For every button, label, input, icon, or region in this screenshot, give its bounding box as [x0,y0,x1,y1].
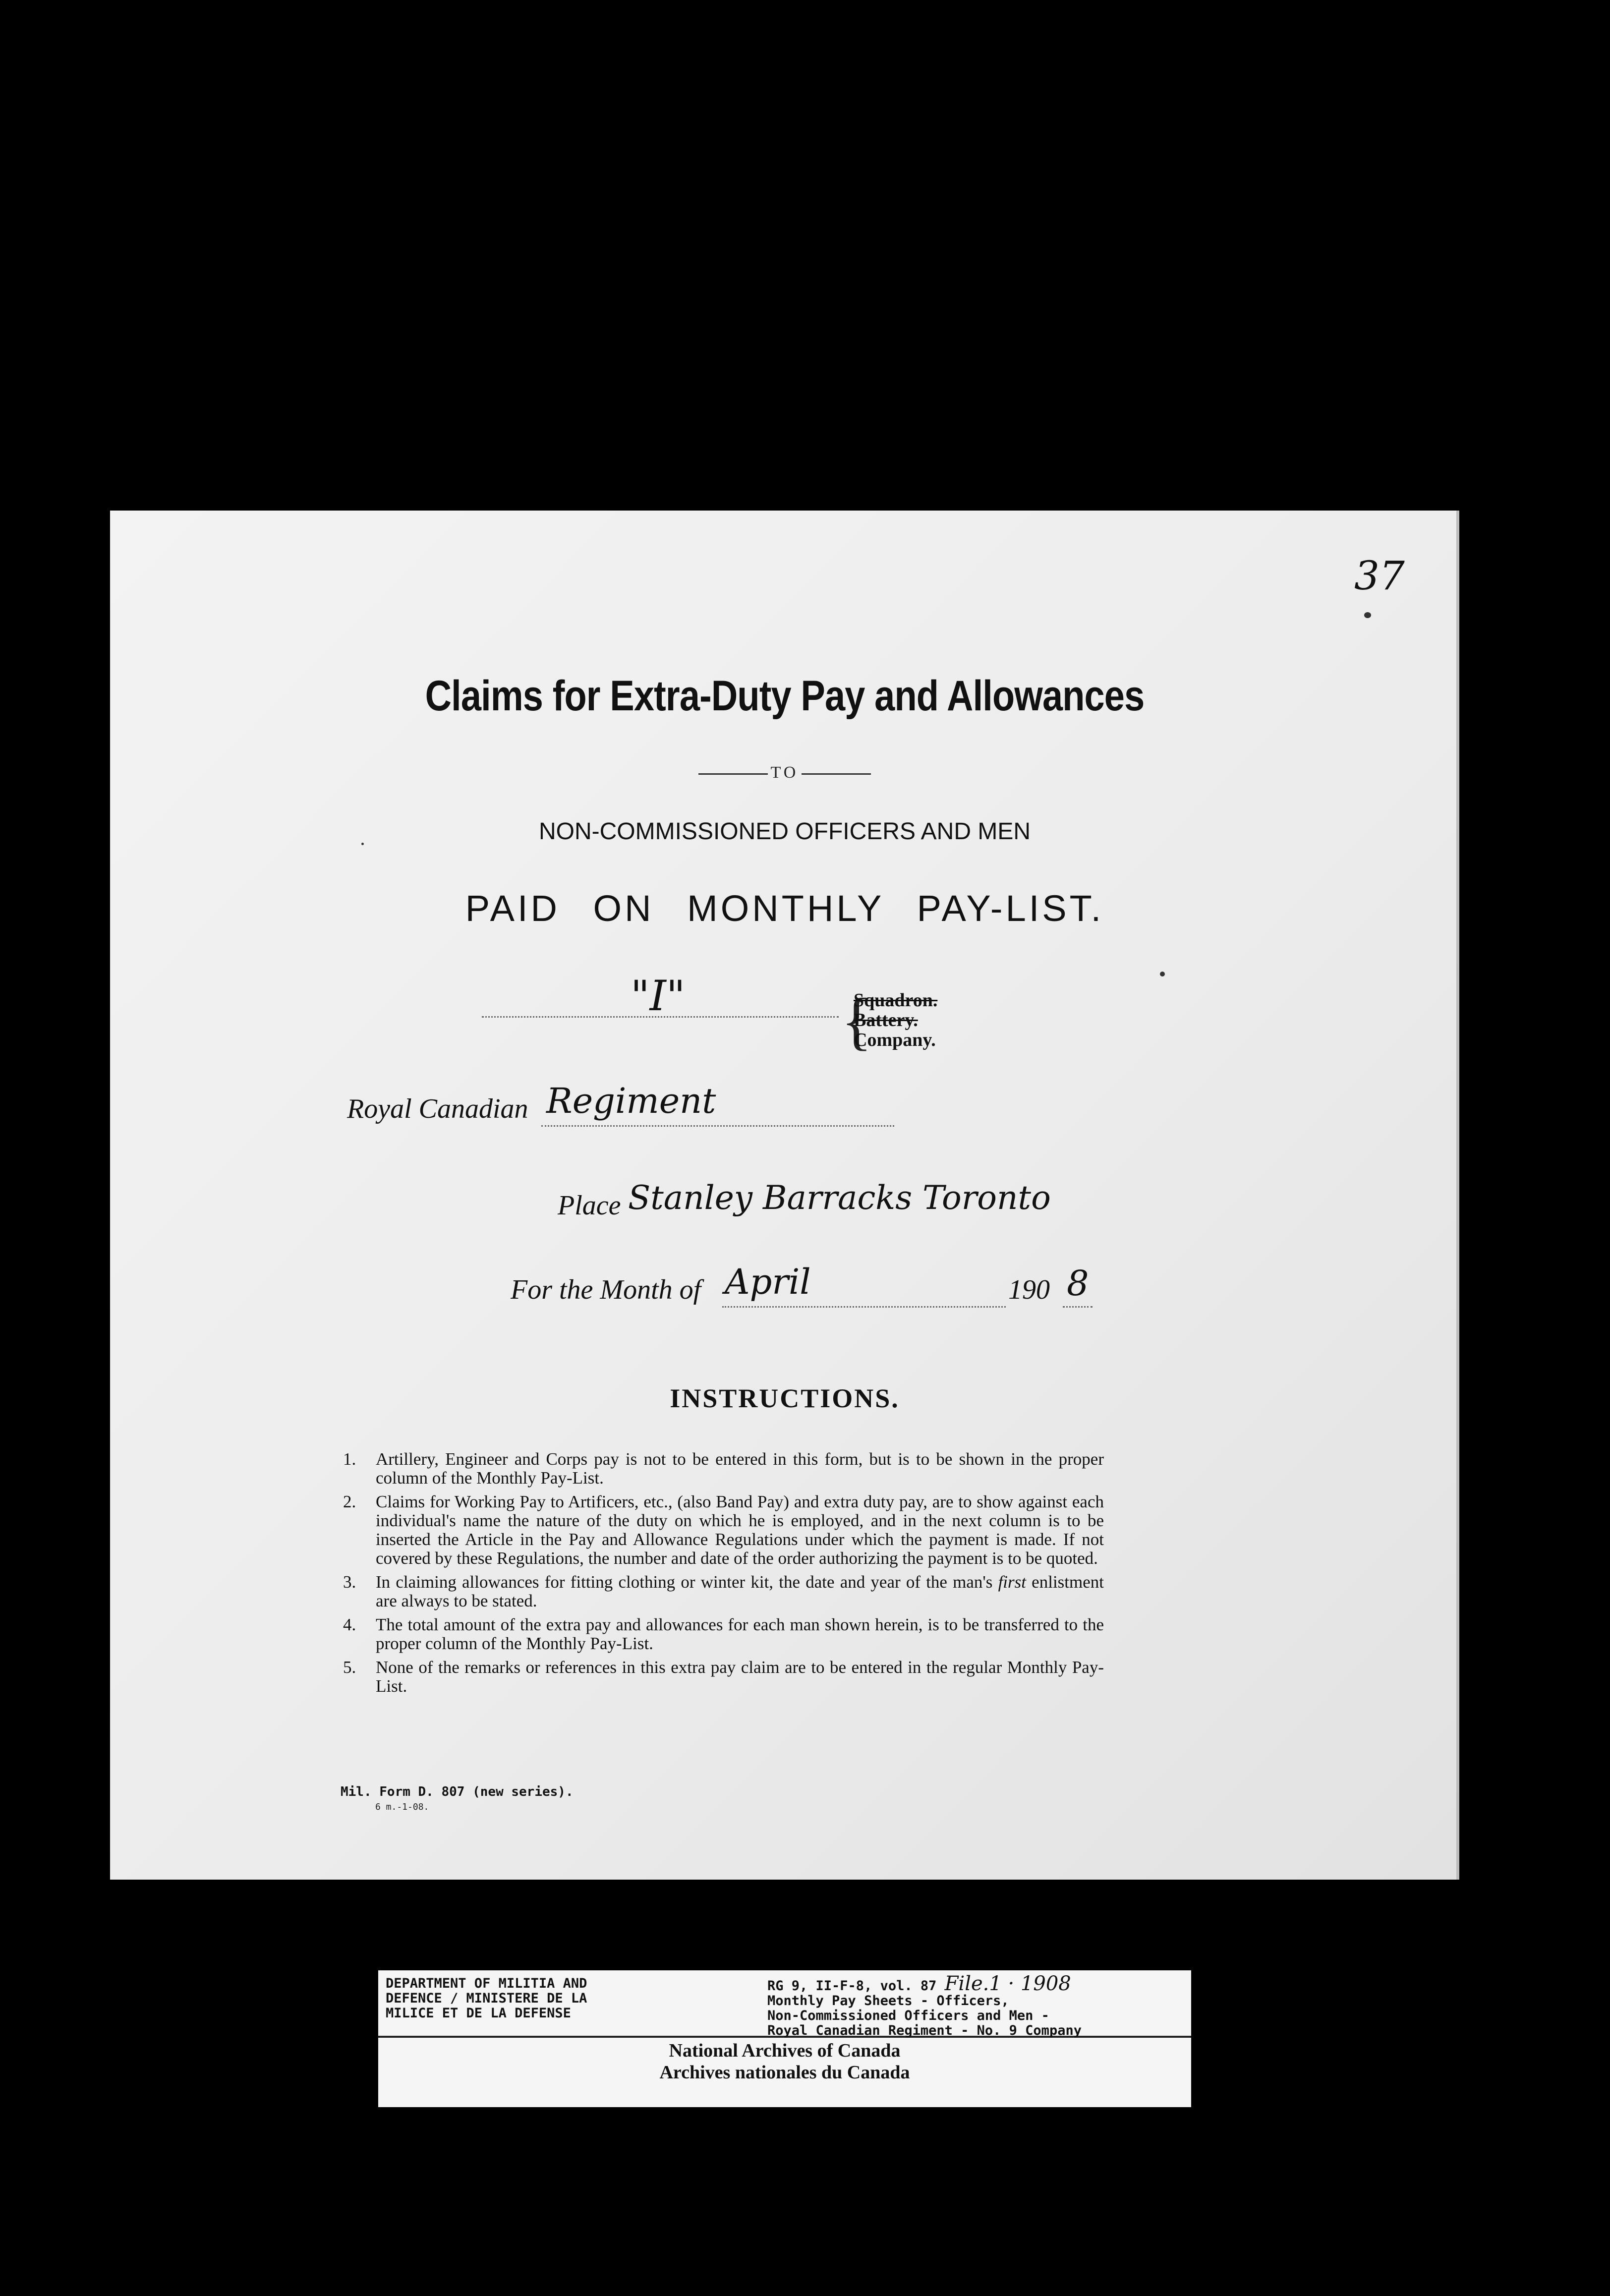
regiment-label: Royal Canadian [347,1093,528,1124]
instruction-item: 2. Claims for Working Pay to Artificers, etc., (also Band Pay) and extra duty pay, are to show against each individual's name the nature of the duty on which he is employed, and in the next column is to be inserted the Article in the Pay and Allowance Regulations under which the payment is made. If not covered by these Regulations, the number and date of the order authorizing the payment is to be quoted. [343,1492,1104,1568]
instruction-item: 3. In claiming allowances for fitting clothing or winter kit, the date and year of the man's first enlistment are always to be stated. [343,1572,1104,1610]
page-number: 37 [1354,553,1405,599]
ink-speck [1364,612,1371,618]
to-divider [110,763,1459,782]
unit-option-battery: Battery. [854,1010,918,1031]
unit-options [854,990,937,1050]
unit-brace: { [841,985,872,1057]
form-title: Claims for Extra-Duty Pay and Allowances [425,672,1145,720]
archives-en: National Archives of Canada [669,2040,901,2061]
unit-option-squadron: Squadron. [854,990,938,1011]
month-dotted-line [722,1306,1006,1308]
instruction-item: 4. The total amount of the extra pay and allowances for each man shown herein, is to be transferred to the proper column of the Monthly Pay-List. [343,1615,1104,1653]
instructions-list [343,1450,1104,1701]
reference-prefix: RG 9, II-F-8, vol. 87 [767,1978,937,1994]
ink-speck [361,843,364,845]
month-label: For the Month of [511,1274,701,1305]
place-value: Stanley Barracks Toronto [628,1179,1051,1217]
year-printed: 190 [1008,1274,1050,1305]
regiment-value: Regiment [546,1081,716,1121]
regiment-dotted-line [541,1125,894,1127]
ink-speck [1160,972,1165,976]
place-label: Place [558,1190,621,1221]
divider-rule-left [698,773,768,775]
to-label: TO [770,763,799,782]
archive-label-top [378,1970,1191,2038]
archives-name [378,2040,1191,2083]
form-print-code: 6 m.-1-08. [375,1802,429,1812]
archive-label [378,1970,1191,2107]
month-value: April [725,1262,811,1302]
unit-value: "I" [631,972,686,1020]
department-text: DEPARTMENT OF MILITIA AND DEFENCE / MINISTERE DE LA MILICE ET DE LA DEFENSE [386,1976,587,2021]
instruction-item: 1. Artillery, Engineer and Corps pay is not to be entered in this form, but is to be shown in the proper column of the Monthly Pay-List. [343,1449,1104,1488]
form-number: Mil. Form D. 807 (new series). [341,1784,574,1799]
year-handwritten: 8 [1067,1263,1089,1304]
reference-file-note: File.1 · 1908 [944,1972,1071,1995]
unit-option-company: Company. [854,1030,936,1050]
year-dotted-line [1063,1306,1092,1308]
form-subtitle: NON-COMMISSIONED OFFICERS AND MEN [538,818,1031,845]
form-sheet [110,511,1459,1880]
paid-line: PAID ON MONTHLY PAY-LIST. [465,888,1104,929]
instructions-heading: INSTRUCTIONS. [670,1383,900,1413]
instruction-item: 5. None of the remarks or references in this extra pay claim are to be entered in the regular Monthly Pay-List. [343,1658,1104,1696]
archives-fr: Archives nationales du Canada [659,2062,910,2083]
divider-rule-right [802,773,871,775]
reference-text: RG 9, II-F-8, vol. 87 File.1 · 1908 Monthly Pay Sheets - Officers, Non-Commissioned Officers and Men - Royal Canadian Regiment - No. 9 Company [767,1972,1082,2038]
